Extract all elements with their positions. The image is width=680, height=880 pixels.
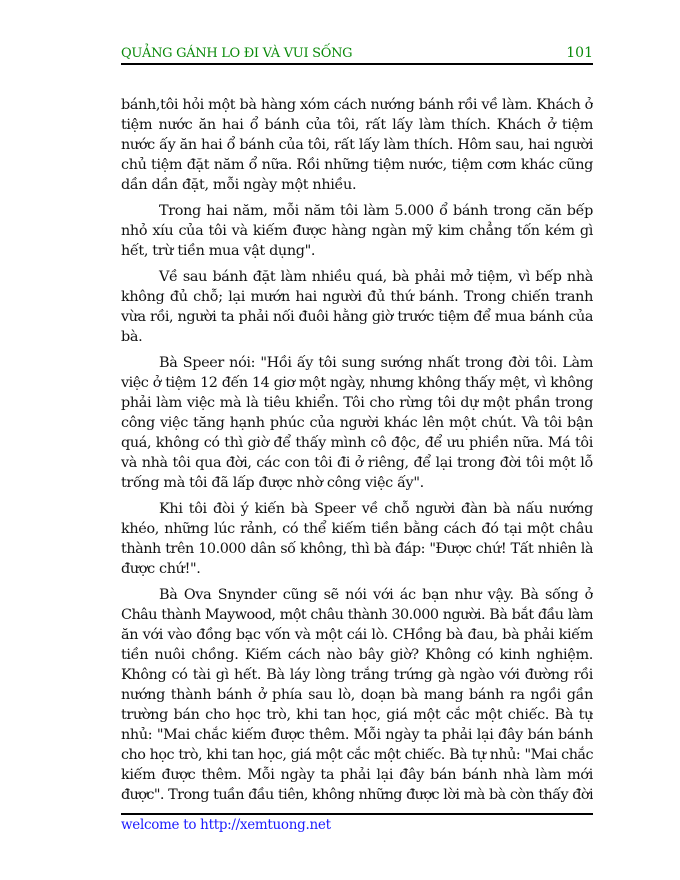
text-line: Về sau bánh đặt làm nhiều quá, bà phải mở tiệm, vì bếp nhà — [159, 269, 593, 285]
text-line: được". Trong tuần đầu tiên, không những được lời mà bà còn thấy đời — [121, 787, 593, 803]
text-line: nhỏ xíu của tôi và kiếm được hàng ngàn mỹ kim chẳng tốn kém gì — [121, 223, 593, 239]
text-line: trường bán cho học trò, khi tan học, giá một cắc một chiếc. Bà tự — [121, 707, 593, 723]
text-line: khéo, những lúc rảnh, có thể kiếm tiền bằng cách đó tại một châu — [121, 521, 593, 537]
paragraph — [121, 585, 593, 805]
body-text — [121, 95, 593, 805]
text-line: vừa rồi, người ta phải nối đuôi hằng giờ trước tiệm để mua bánh của — [121, 309, 593, 325]
text-line: Trong hai năm, mỗi năm tôi làm 5.000 ổ bánh trong căn bếp — [159, 203, 593, 219]
text-line: bà. — [121, 329, 143, 345]
text-line: nướng thành bánh ở phía sau lò, doạn bà mang bánh ra ngồi gần — [121, 687, 593, 703]
paragraph — [121, 499, 593, 579]
text-line: trống mà tôi đã lấp được nhờ công việc ấy". — [121, 475, 424, 491]
text-line: không đủ chỗ; lại mướn hai người đủ thứ bánh. Trong chiến tranh — [121, 289, 593, 305]
text-line: nhủ: "Mai chắc kiếm được thêm. Mỗi ngày ta phải lại đây bán bánh — [121, 727, 593, 743]
text-line: ăn với vào đồng bạc vốn và một cái lò. CHồng bà đau, bà phải kiếm — [121, 627, 593, 643]
paragraph — [121, 95, 593, 195]
text-line: chủ tiệm đặt năm ổ nữa. Rồi những tiệm nước, tiệm cơm khác cũng — [121, 157, 593, 173]
text-line: cho học trò, khi tan học, giá một cắc một chiếc. Bà tự nhủ: "Mai chắc — [121, 747, 593, 763]
text-line: Khi tôi đòi ý kiến bà Speer về chỗ người đàn bà nấu nướng — [159, 501, 593, 517]
paragraph — [121, 353, 593, 493]
chapter-title: QUẢNG GÁNH LO ĐI VÀ VUI SỐNG — [121, 46, 353, 61]
paragraph — [121, 267, 593, 347]
text-line: được chứ!". — [121, 561, 201, 577]
text-line: quá, không có thì giờ để thấy mình cô độc, để ưu phiền nữa. Má tôi — [121, 435, 593, 451]
text-line: dần dần đặt, mỗi ngày một nhiều. — [121, 177, 357, 193]
text-line: Bà Speer nói: "Hồi ấy tôi sung sướng nhất trong đời tôi. Làm — [159, 355, 593, 371]
text-line: tiệm nước ăn hai ổ bánh của tôi, rất lấy làm thích. Khách ở tiệm — [121, 117, 593, 133]
text-line: thành trên 10.000 dân số không, thì bà đáp: "Được chứ! Tất nhiên là — [121, 541, 593, 557]
text-line: Không có tài gì hết. Bà láy lòng trắng trứng gà ngào với đường rồi — [121, 667, 593, 683]
text-line: bánh,tôi hỏi một bà hàng xóm cách nướng bánh rồi về làm. Khách ở — [121, 97, 593, 113]
text-line: Bà Ova Snynder cũng sẽ nói với ác bạn như vậy. Bà sống ở — [159, 587, 593, 603]
text-line: Châu thành Maywood, một châu thành 30.000 người. Bà bắt đầu làm — [121, 607, 593, 623]
text-line: việc ở tiệm 12 đến 14 giơ một ngày, nhưng không thấy mệt, vì không — [121, 375, 593, 391]
footer — [121, 813, 593, 833]
paragraph — [121, 201, 593, 261]
text-line: nước ấy ăn hai ổ bánh của tôi, rất lấy làm thích. Hôm sau, hai người — [121, 137, 593, 153]
text-line: kiếm được thêm. Mỗi ngày ta phải lại đây bán bánh nhà làm mới — [121, 767, 593, 783]
text-line: phải làm việc mà là tiêu khiển. Tôi cho rừng tôi dự một phần trong — [121, 395, 593, 411]
footer-link[interactable]: welcome to http://xemtuong.net — [121, 817, 331, 833]
text-line: công việc tăng hạnh phúc của người khác lên một chút. Và tôi bận — [121, 415, 593, 431]
text-line: tiền nuôi chồng. Kiếm cách nào bây giờ? Không có kinh nghiệm. — [121, 647, 593, 663]
text-line: hết, trừ tiền mua vật dụng". — [121, 243, 316, 259]
running-header — [121, 44, 593, 65]
text-line: và nhà tôi qua đời, các con tôi đi ở riêng, để lại trong đời tôi một lỗ — [121, 455, 593, 471]
page-number: 101 — [566, 45, 593, 61]
